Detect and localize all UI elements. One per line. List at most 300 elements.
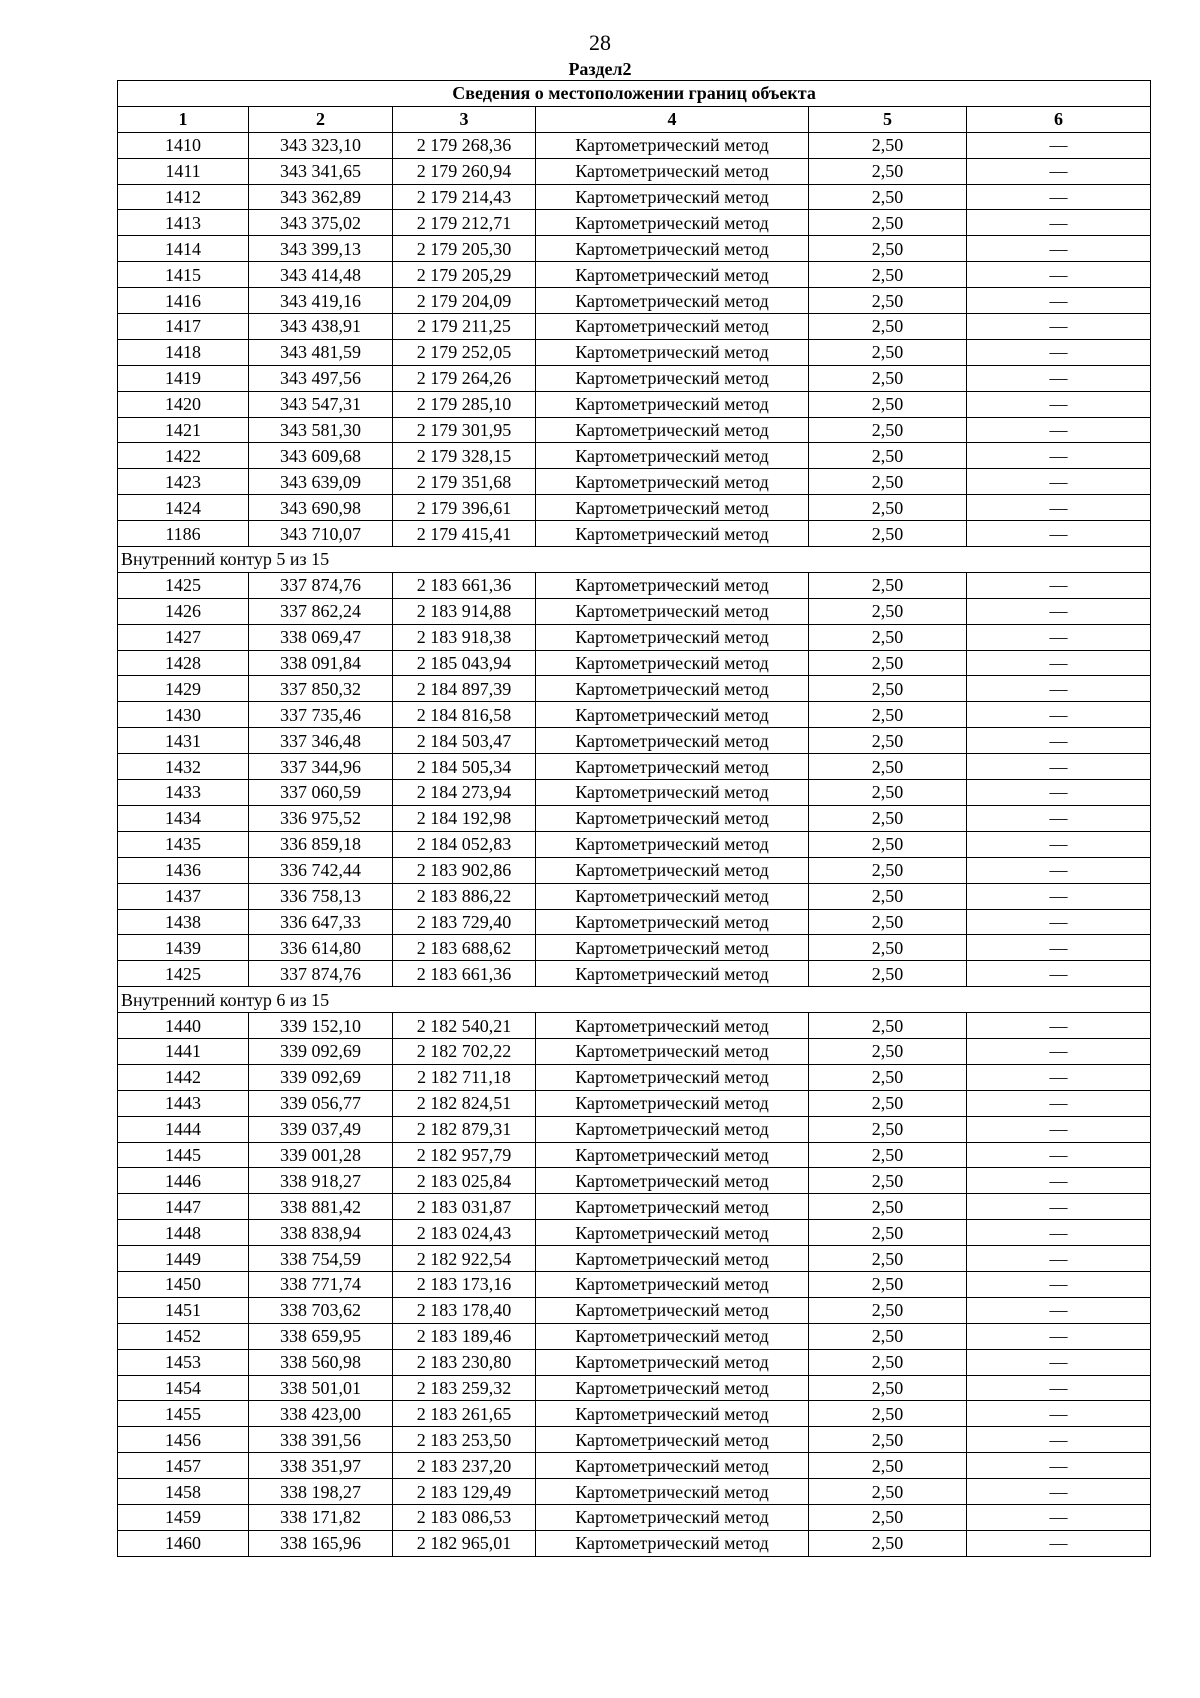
cell-accuracy: 2,50 — [809, 236, 967, 262]
cell-coordinate-y: 2 183 918,38 — [393, 624, 536, 650]
cell-coordinate-y: 2 183 024,43 — [393, 1220, 536, 1246]
cell-point-number: 1449 — [118, 1246, 249, 1272]
cell-coordinate-y: 2 184 273,94 — [393, 780, 536, 806]
cell-method: Картометрический метод — [536, 1038, 809, 1064]
cell-coordinate-y: 2 179 264,26 — [393, 365, 536, 391]
cell-method: Картометрический метод — [536, 262, 809, 288]
cell-coordinate-y: 2 179 214,43 — [393, 184, 536, 210]
cell-description: — — [967, 1116, 1151, 1142]
cell-point-number: 1421 — [118, 417, 249, 443]
cell-accuracy: 2,50 — [809, 831, 967, 857]
table-row — [118, 236, 1151, 262]
cell-accuracy: 2,50 — [809, 1038, 967, 1064]
cell-method: Картометрический метод — [536, 1427, 809, 1453]
cell-description: — — [967, 469, 1151, 495]
cell-method: Картометрический метод — [536, 443, 809, 469]
cell-coordinate-x: 343 609,68 — [249, 443, 393, 469]
cell-method: Картометрический метод — [536, 521, 809, 547]
cell-description: — — [967, 780, 1151, 806]
cell-accuracy: 2,50 — [809, 598, 967, 624]
table-row — [118, 184, 1151, 210]
cell-method: Картометрический метод — [536, 1401, 809, 1427]
cell-description: — — [967, 210, 1151, 236]
cell-point-number: 1425 — [118, 572, 249, 598]
cell-method: Картометрический метод — [536, 831, 809, 857]
cell-accuracy: 2,50 — [809, 1297, 967, 1323]
cell-coordinate-x: 339 092,69 — [249, 1064, 393, 1090]
table-row — [118, 1168, 1151, 1194]
cell-description: — — [967, 288, 1151, 314]
cell-description: — — [967, 1349, 1151, 1375]
cell-coordinate-y: 2 183 661,36 — [393, 961, 536, 987]
cell-coordinate-x: 339 037,49 — [249, 1116, 393, 1142]
table-row — [118, 857, 1151, 883]
cell-method: Картометрический метод — [536, 1194, 809, 1220]
table-caption-row — [118, 81, 1151, 107]
cell-coordinate-x: 343 481,59 — [249, 339, 393, 365]
table-body — [118, 132, 1151, 1556]
cell-method: Картометрический метод — [536, 391, 809, 417]
cell-method: Картометрический метод — [536, 132, 809, 158]
cell-accuracy: 2,50 — [809, 572, 967, 598]
cell-accuracy: 2,50 — [809, 702, 967, 728]
cell-accuracy: 2,50 — [809, 1013, 967, 1039]
cell-description: — — [967, 1504, 1151, 1530]
cell-point-number: 1443 — [118, 1090, 249, 1116]
cell-accuracy: 2,50 — [809, 1246, 967, 1272]
cell-coordinate-y: 2 179 212,71 — [393, 210, 536, 236]
cell-accuracy: 2,50 — [809, 314, 967, 340]
cell-coordinate-x: 336 614,80 — [249, 935, 393, 961]
cell-accuracy: 2,50 — [809, 391, 967, 417]
cell-description: — — [967, 624, 1151, 650]
table-row — [118, 158, 1151, 184]
cell-accuracy: 2,50 — [809, 210, 967, 236]
cell-accuracy: 2,50 — [809, 883, 967, 909]
cell-description: — — [967, 1038, 1151, 1064]
table-row — [118, 780, 1151, 806]
cell-coordinate-x: 339 056,77 — [249, 1090, 393, 1116]
table-row — [118, 1297, 1151, 1323]
cell-accuracy: 2,50 — [809, 443, 967, 469]
cell-description: — — [967, 1401, 1151, 1427]
cell-method: Картометрический метод — [536, 857, 809, 883]
cell-coordinate-y: 2 182 957,79 — [393, 1142, 536, 1168]
cell-coordinate-x: 343 710,07 — [249, 521, 393, 547]
cell-coordinate-y: 2 182 702,22 — [393, 1038, 536, 1064]
cell-method: Картометрический метод — [536, 1013, 809, 1039]
cell-coordinate-y: 2 179 211,25 — [393, 314, 536, 340]
cell-accuracy: 2,50 — [809, 1116, 967, 1142]
cell-coordinate-x: 338 171,82 — [249, 1504, 393, 1530]
table-row — [118, 1142, 1151, 1168]
cell-coordinate-y: 2 183 914,88 — [393, 598, 536, 624]
cell-point-number: 1458 — [118, 1479, 249, 1505]
contour-header-row — [118, 987, 1151, 1013]
cell-description: — — [967, 184, 1151, 210]
cell-coordinate-y: 2 179 351,68 — [393, 469, 536, 495]
cell-coordinate-y: 2 179 285,10 — [393, 391, 536, 417]
cell-coordinate-y: 2 183 253,50 — [393, 1427, 536, 1453]
cell-point-number: 1428 — [118, 650, 249, 676]
cell-coordinate-x: 337 060,59 — [249, 780, 393, 806]
cell-coordinate-x: 338 198,27 — [249, 1479, 393, 1505]
cell-coordinate-x: 338 838,94 — [249, 1220, 393, 1246]
table-row — [118, 1401, 1151, 1427]
cell-method: Картометрический метод — [536, 210, 809, 236]
cell-point-number: 1455 — [118, 1401, 249, 1427]
cell-coordinate-y: 2 182 824,51 — [393, 1090, 536, 1116]
cell-description: — — [967, 1246, 1151, 1272]
cell-coordinate-x: 337 850,32 — [249, 676, 393, 702]
cell-coordinate-x: 338 391,56 — [249, 1427, 393, 1453]
cell-coordinate-y: 2 183 729,40 — [393, 909, 536, 935]
boundary-coordinates-table — [117, 80, 1151, 1557]
table-row — [118, 883, 1151, 909]
table-row — [118, 1427, 1151, 1453]
table-row — [118, 210, 1151, 236]
cell-point-number: 1460 — [118, 1530, 249, 1556]
cell-coordinate-x: 336 647,33 — [249, 909, 393, 935]
cell-accuracy: 2,50 — [809, 1090, 967, 1116]
table-row — [118, 1013, 1151, 1039]
table-row — [118, 417, 1151, 443]
cell-coordinate-x: 343 362,89 — [249, 184, 393, 210]
cell-accuracy: 2,50 — [809, 961, 967, 987]
cell-point-number: 1186 — [118, 521, 249, 547]
column-header-row — [118, 106, 1151, 132]
cell-coordinate-x: 339 092,69 — [249, 1038, 393, 1064]
table-row — [118, 1323, 1151, 1349]
cell-point-number: 1427 — [118, 624, 249, 650]
cell-accuracy: 2,50 — [809, 1064, 967, 1090]
cell-method: Картометрический метод — [536, 314, 809, 340]
cell-point-number: 1431 — [118, 728, 249, 754]
contour-label: Внутренний контур 5 из 15 — [118, 547, 1151, 573]
contour-header-row — [118, 547, 1151, 573]
cell-accuracy: 2,50 — [809, 1401, 967, 1427]
cell-description: — — [967, 857, 1151, 883]
cell-method: Картометрический метод — [536, 1349, 809, 1375]
cell-coordinate-y: 2 179 205,30 — [393, 236, 536, 262]
table-row — [118, 1116, 1151, 1142]
cell-method: Картометрический метод — [536, 365, 809, 391]
table-row — [118, 935, 1151, 961]
cell-description: — — [967, 314, 1151, 340]
cell-method: Картометрический метод — [536, 728, 809, 754]
table-row — [118, 1271, 1151, 1297]
cell-description: — — [967, 1271, 1151, 1297]
cell-method: Картометрический метод — [536, 754, 809, 780]
cell-method: Картометрический метод — [536, 650, 809, 676]
cell-method: Картометрический метод — [536, 158, 809, 184]
table-row — [118, 314, 1151, 340]
table-row — [118, 495, 1151, 521]
cell-point-number: 1429 — [118, 676, 249, 702]
cell-accuracy: 2,50 — [809, 417, 967, 443]
cell-coordinate-x: 337 344,96 — [249, 754, 393, 780]
cell-point-number: 1444 — [118, 1116, 249, 1142]
cell-description: — — [967, 158, 1151, 184]
cell-point-number: 1441 — [118, 1038, 249, 1064]
cell-accuracy: 2,50 — [809, 650, 967, 676]
table-row — [118, 288, 1151, 314]
cell-description: — — [967, 1375, 1151, 1401]
cell-method: Картометрический метод — [536, 1168, 809, 1194]
cell-coordinate-y: 2 179 301,95 — [393, 417, 536, 443]
cell-coordinate-y: 2 183 178,40 — [393, 1297, 536, 1323]
cell-point-number: 1415 — [118, 262, 249, 288]
cell-accuracy: 2,50 — [809, 365, 967, 391]
cell-accuracy: 2,50 — [809, 935, 967, 961]
cell-point-number: 1438 — [118, 909, 249, 935]
cell-method: Картометрический метод — [536, 1246, 809, 1272]
cell-coordinate-x: 343 414,48 — [249, 262, 393, 288]
cell-accuracy: 2,50 — [809, 1453, 967, 1479]
cell-coordinate-y: 2 183 129,49 — [393, 1479, 536, 1505]
cell-accuracy: 2,50 — [809, 624, 967, 650]
cell-point-number: 1446 — [118, 1168, 249, 1194]
cell-description: — — [967, 339, 1151, 365]
cell-method: Картометрический метод — [536, 909, 809, 935]
table-row — [118, 1479, 1151, 1505]
cell-coordinate-x: 339 001,28 — [249, 1142, 393, 1168]
cell-coordinate-x: 336 859,18 — [249, 831, 393, 857]
cell-method: Картометрический метод — [536, 935, 809, 961]
cell-coordinate-x: 337 862,24 — [249, 598, 393, 624]
cell-description: — — [967, 935, 1151, 961]
cell-description: — — [967, 702, 1151, 728]
cell-coordinate-y: 2 185 043,94 — [393, 650, 536, 676]
page-number: 28 — [589, 30, 611, 55]
cell-accuracy: 2,50 — [809, 728, 967, 754]
cell-point-number: 1456 — [118, 1427, 249, 1453]
cell-point-number: 1426 — [118, 598, 249, 624]
table-row — [118, 262, 1151, 288]
cell-coordinate-x: 336 975,52 — [249, 805, 393, 831]
cell-point-number: 1423 — [118, 469, 249, 495]
cell-description: — — [967, 676, 1151, 702]
cell-point-number: 1418 — [118, 339, 249, 365]
cell-description: — — [967, 909, 1151, 935]
cell-accuracy: 2,50 — [809, 1479, 967, 1505]
cell-description: — — [967, 132, 1151, 158]
cell-description: — — [967, 572, 1151, 598]
cell-point-number: 1453 — [118, 1349, 249, 1375]
cell-method: Картометрический метод — [536, 339, 809, 365]
cell-coordinate-y: 2 183 230,80 — [393, 1349, 536, 1375]
cell-point-number: 1457 — [118, 1453, 249, 1479]
cell-description: — — [967, 521, 1151, 547]
table-row — [118, 1038, 1151, 1064]
cell-description: — — [967, 754, 1151, 780]
column-header-4: 4 — [536, 106, 809, 132]
cell-description: — — [967, 1194, 1151, 1220]
table-row — [118, 443, 1151, 469]
table-row — [118, 1349, 1151, 1375]
cell-accuracy: 2,50 — [809, 262, 967, 288]
table-caption: Сведения о местоположении границ объекта — [118, 81, 1151, 107]
table-row — [118, 521, 1151, 547]
cell-method: Картометрический метод — [536, 961, 809, 987]
cell-method: Картометрический метод — [536, 883, 809, 909]
cell-coordinate-x: 343 438,91 — [249, 314, 393, 340]
cell-description: — — [967, 495, 1151, 521]
cell-coordinate-x: 338 165,96 — [249, 1530, 393, 1556]
cell-coordinate-y: 2 183 661,36 — [393, 572, 536, 598]
cell-accuracy: 2,50 — [809, 1349, 967, 1375]
cell-coordinate-x: 343 690,98 — [249, 495, 393, 521]
cell-method: Картометрический метод — [536, 624, 809, 650]
table-row — [118, 391, 1151, 417]
cell-point-number: 1435 — [118, 831, 249, 857]
cell-point-number: 1422 — [118, 443, 249, 469]
cell-description: — — [967, 1013, 1151, 1039]
cell-method: Картометрический метод — [536, 1323, 809, 1349]
cell-coordinate-y: 2 184 503,47 — [393, 728, 536, 754]
table-row — [118, 1453, 1151, 1479]
cell-coordinate-y: 2 182 879,31 — [393, 1116, 536, 1142]
cell-coordinate-y: 2 182 711,18 — [393, 1064, 536, 1090]
cell-coordinate-x: 338 703,62 — [249, 1297, 393, 1323]
table-row — [118, 1375, 1151, 1401]
table-row — [118, 572, 1151, 598]
table-row — [118, 1504, 1151, 1530]
cell-accuracy: 2,50 — [809, 339, 967, 365]
cell-coordinate-y: 2 183 259,32 — [393, 1375, 536, 1401]
table-row — [118, 728, 1151, 754]
cell-method: Картометрический метод — [536, 1090, 809, 1116]
cell-accuracy: 2,50 — [809, 754, 967, 780]
table-row — [118, 469, 1151, 495]
cell-point-number: 1447 — [118, 1194, 249, 1220]
section-title: Раздел2 — [568, 59, 632, 79]
table-row — [118, 598, 1151, 624]
cell-coordinate-y: 2 179 260,94 — [393, 158, 536, 184]
cell-method: Картометрический метод — [536, 572, 809, 598]
cell-coordinate-y: 2 184 192,98 — [393, 805, 536, 831]
cell-point-number: 1454 — [118, 1375, 249, 1401]
cell-coordinate-y: 2 179 204,09 — [393, 288, 536, 314]
cell-coordinate-y: 2 184 816,58 — [393, 702, 536, 728]
table-row — [118, 1194, 1151, 1220]
cell-point-number: 1417 — [118, 314, 249, 340]
cell-point-number: 1432 — [118, 754, 249, 780]
cell-coordinate-y: 2 183 189,46 — [393, 1323, 536, 1349]
cell-accuracy: 2,50 — [809, 288, 967, 314]
cell-description: — — [967, 236, 1151, 262]
cell-point-number: 1442 — [118, 1064, 249, 1090]
cell-point-number: 1434 — [118, 805, 249, 831]
cell-description: — — [967, 650, 1151, 676]
cell-point-number: 1419 — [118, 365, 249, 391]
cell-coordinate-x: 343 497,56 — [249, 365, 393, 391]
table-row — [118, 1090, 1151, 1116]
cell-method: Картометрический метод — [536, 702, 809, 728]
cell-method: Картометрический метод — [536, 1220, 809, 1246]
cell-coordinate-x: 338 351,97 — [249, 1453, 393, 1479]
cell-accuracy: 2,50 — [809, 1271, 967, 1297]
cell-coordinate-x: 343 399,13 — [249, 236, 393, 262]
column-header-6: 6 — [967, 106, 1151, 132]
cell-coordinate-y: 2 183 688,62 — [393, 935, 536, 961]
cell-method: Картометрический метод — [536, 1142, 809, 1168]
cell-point-number: 1420 — [118, 391, 249, 417]
cell-description: — — [967, 1064, 1151, 1090]
table-row — [118, 1220, 1151, 1246]
table-row — [118, 650, 1151, 676]
cell-accuracy: 2,50 — [809, 158, 967, 184]
cell-method: Картометрический метод — [536, 469, 809, 495]
cell-coordinate-y: 2 179 396,61 — [393, 495, 536, 521]
table-row — [118, 1064, 1151, 1090]
cell-description: — — [967, 961, 1151, 987]
cell-coordinate-x: 337 874,76 — [249, 961, 393, 987]
cell-accuracy: 2,50 — [809, 469, 967, 495]
cell-point-number: 1448 — [118, 1220, 249, 1246]
column-header-2: 2 — [249, 106, 393, 132]
cell-description: — — [967, 1090, 1151, 1116]
cell-coordinate-y: 2 179 268,36 — [393, 132, 536, 158]
table-row — [118, 805, 1151, 831]
cell-coordinate-x: 343 375,02 — [249, 210, 393, 236]
table-row — [118, 132, 1151, 158]
cell-method: Картометрический метод — [536, 184, 809, 210]
cell-point-number: 1416 — [118, 288, 249, 314]
cell-coordinate-y: 2 182 540,21 — [393, 1013, 536, 1039]
cell-method: Картометрический метод — [536, 1297, 809, 1323]
cell-description: — — [967, 417, 1151, 443]
cell-coordinate-y: 2 183 902,86 — [393, 857, 536, 883]
cell-point-number: 1445 — [118, 1142, 249, 1168]
cell-coordinate-x: 343 547,31 — [249, 391, 393, 417]
cell-accuracy: 2,50 — [809, 676, 967, 702]
cell-coordinate-x: 343 419,16 — [249, 288, 393, 314]
cell-accuracy: 2,50 — [809, 521, 967, 547]
cell-point-number: 1411 — [118, 158, 249, 184]
cell-coordinate-y: 2 179 415,41 — [393, 521, 536, 547]
cell-point-number: 1425 — [118, 961, 249, 987]
cell-description: — — [967, 1220, 1151, 1246]
cell-description: — — [967, 1530, 1151, 1556]
table-row — [118, 754, 1151, 780]
cell-method: Картометрический метод — [536, 495, 809, 521]
cell-coordinate-x: 338 771,74 — [249, 1271, 393, 1297]
cell-method: Картометрический метод — [536, 1453, 809, 1479]
cell-accuracy: 2,50 — [809, 495, 967, 521]
cell-coordinate-x: 343 581,30 — [249, 417, 393, 443]
cell-coordinate-y: 2 183 886,22 — [393, 883, 536, 909]
cell-point-number: 1430 — [118, 702, 249, 728]
table-row — [118, 624, 1151, 650]
cell-accuracy: 2,50 — [809, 1194, 967, 1220]
cell-accuracy: 2,50 — [809, 1323, 967, 1349]
table-row — [118, 831, 1151, 857]
cell-description: — — [967, 1453, 1151, 1479]
cell-method: Картометрический метод — [536, 288, 809, 314]
cell-coordinate-x: 338 501,01 — [249, 1375, 393, 1401]
cell-point-number: 1412 — [118, 184, 249, 210]
cell-point-number: 1433 — [118, 780, 249, 806]
cell-coordinate-x: 337 735,46 — [249, 702, 393, 728]
cell-description: — — [967, 1323, 1151, 1349]
cell-method: Картометрический метод — [536, 1504, 809, 1530]
cell-coordinate-x: 343 341,65 — [249, 158, 393, 184]
cell-accuracy: 2,50 — [809, 184, 967, 210]
cell-coordinate-x: 338 560,98 — [249, 1349, 393, 1375]
cell-method: Картометрический метод — [536, 1271, 809, 1297]
cell-method: Картометрический метод — [536, 1116, 809, 1142]
